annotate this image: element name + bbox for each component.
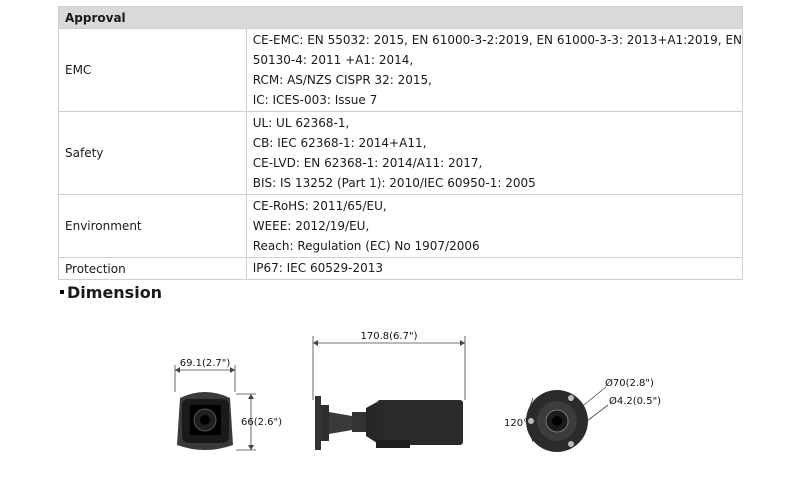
value-line: WEEE: 2012/19/EU, (252, 218, 370, 233)
hole-diameter-label: Ø4.2(0.5") (609, 396, 662, 407)
row-label: EMC (59, 29, 247, 112)
dimension-title: Dimension (67, 283, 163, 302)
value-line: UL: UL 62368-1, (252, 115, 350, 130)
value-line: IP67: IEC 60529-2013 (252, 261, 383, 275)
value-line: IC: ICES-003: Issue 7 (252, 92, 378, 107)
side-length-label: 170.8(6.7") (360, 331, 418, 342)
base-view (504, 377, 661, 452)
side-view (313, 331, 465, 450)
value-line: Reach: Regulation (EC) No 1907/2006 (252, 238, 480, 253)
row-label: Safety (59, 112, 247, 195)
value-line: 50130-4: 2011 +A1: 2014, (252, 52, 414, 67)
base-diameter-label: Ø70(2.8") (605, 378, 654, 389)
row-label: Environment (59, 195, 247, 258)
value-line: CE-EMC: EN 55032: 2015, EN 61000-3-2:2019, EN 61000-3-3: 2013+A1:2019, EN (252, 32, 742, 47)
front-view (175, 358, 282, 450)
value-line: RCM: AS/NZS CISPR 32: 2015, (252, 72, 432, 87)
value-line: CE-LVD: EN 62368-1: 2014/A11: 2017, (252, 155, 483, 170)
value-line: CB: IEC 62368-1: 2014+A11, (252, 135, 427, 150)
approval-header: Approval (59, 7, 743, 29)
row-label: Protection (59, 258, 247, 280)
value-line: BIS: IS 13252 (Part 1): 2010/IEC 60950-1: 2005 (252, 175, 536, 190)
angle-label: 120° (504, 418, 529, 429)
front-width-label: 69.1(2.7") (179, 358, 231, 369)
front-height-label: 66(2.6") (241, 417, 283, 428)
value-line: CE-RoHS: 2011/65/EU, (252, 198, 387, 213)
